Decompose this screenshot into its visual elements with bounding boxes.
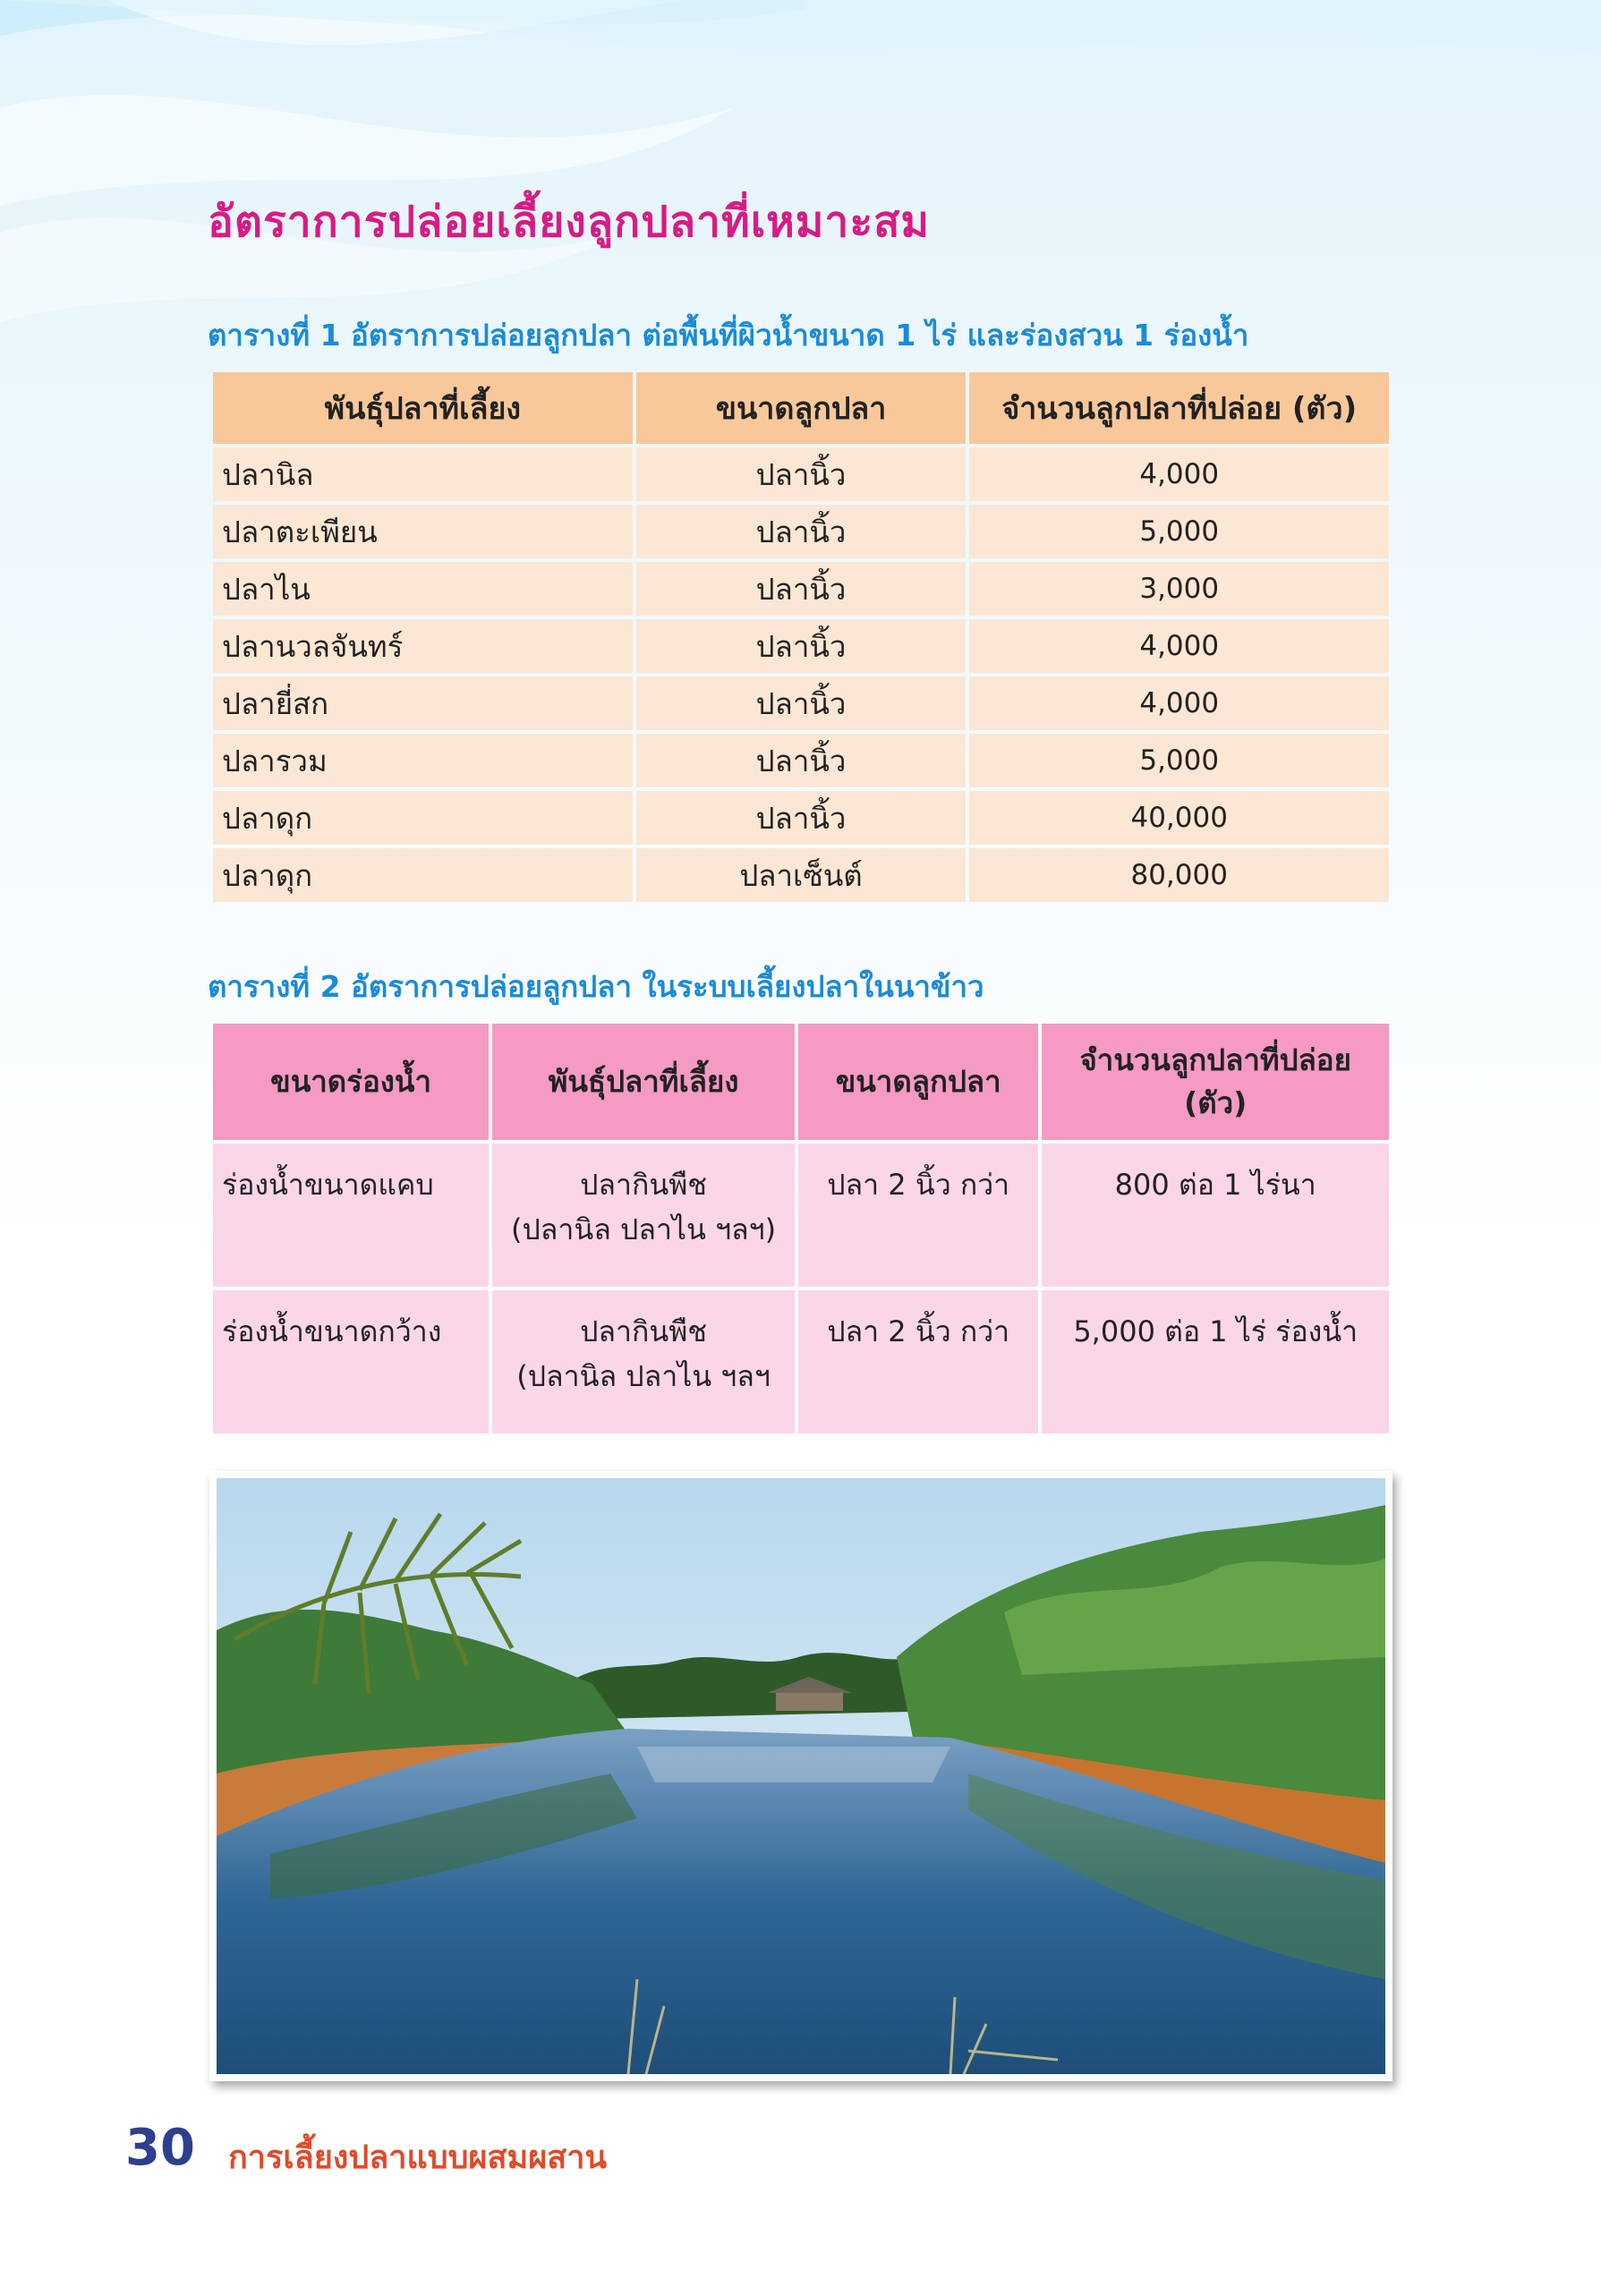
cell-species: ปลาดุก [213, 848, 633, 902]
cell-count: 5,000 ต่อ 1 ไร่ ร่องน้ำ [1042, 1290, 1389, 1433]
table2-caption: ตารางที่ 2 อัตราการปล่อยลูกปลา ในระบบเลี้ยงปลาในนาข้าว [208, 969, 984, 1004]
cell-channel-size: ร่องน้ำขนาดกว้าง [213, 1290, 489, 1433]
table-row [213, 848, 1389, 902]
cell-fry-size: ปลานิ้ว [636, 619, 967, 673]
cell-species: ปลานิล [213, 447, 633, 501]
cell-count: 5,000 [969, 734, 1389, 787]
table-row [213, 562, 1389, 616]
cell-species: ปลาตะเพียน [213, 505, 633, 558]
cell-species: ปลารวม [213, 734, 633, 787]
header-count-line2: (ตัว) [1184, 1085, 1248, 1120]
cell-count: 40,000 [969, 791, 1389, 845]
page-title: อัตราการปล่อยเลี้ยงลูกปลาที่เหมาะสม [208, 197, 931, 247]
table1-stocking-rate [209, 369, 1392, 906]
table-row [213, 1290, 1389, 1433]
table-row [213, 505, 1389, 558]
cell-fry-size: ปลาเซ็นต์ [636, 848, 967, 902]
footer-book-title: การเลี้ยงปลาแบบผสมผสาน [228, 2139, 608, 2176]
table-header-row [213, 372, 1389, 444]
table-row [213, 447, 1389, 501]
table1-caption: ตารางที่ 1 อัตราการปล่อยลูกปลา ต่อพื้นที่ผิวน้ำขนาด 1 ไร่ และร่องสวน 1 ร่องน้ำ [208, 318, 1249, 353]
cell-fry-size: ปลานิ้ว [636, 562, 967, 616]
cell-fry-size: ปลานิ้ว [636, 676, 967, 730]
cell-fry-size: ปลานิ้ว [636, 791, 967, 845]
cell-count: 4,000 [969, 447, 1389, 501]
table2-rice-field-stocking [209, 1020, 1392, 1437]
cell-fry-size: ปลา 2 นิ้ว กว่า [798, 1144, 1039, 1287]
header-count [1042, 1024, 1389, 1140]
cell-count: 3,000 [969, 562, 1389, 616]
cell-species-line1: ปลากินพืช [580, 1314, 708, 1348]
cell-fry-size: ปลานิ้ว [636, 505, 967, 558]
cell-fry-size: ปลานิ้ว [636, 734, 967, 787]
cell-fry-size: ปลานิ้ว [636, 447, 967, 501]
header-channel-size: ขนาดร่องน้ำ [213, 1024, 489, 1140]
table-row [213, 791, 1389, 845]
pond-photo-frame [209, 1471, 1392, 2081]
table-header-row [213, 1024, 1389, 1140]
header-count-line1: จำนวนลูกปลาที่ปล่อย [1079, 1042, 1351, 1078]
header-fry-size: ขนาดลูกปลา [636, 372, 967, 444]
header-species: พันธุ์ปลาที่เลี้ยง [492, 1024, 795, 1140]
table-row [213, 1144, 1389, 1287]
cell-species: ปลานวลจันทร์ [213, 619, 633, 673]
cell-species-line1: ปลากินพืช [580, 1168, 708, 1202]
pond-photo [217, 1478, 1385, 2074]
page-number: 30 [125, 2119, 195, 2177]
header-fry-size: ขนาดลูกปลา [798, 1024, 1039, 1140]
cell-count: 80,000 [969, 848, 1389, 902]
cell-species: ปลาดุก [213, 791, 633, 845]
cell-channel-size: ร่องน้ำขนาดแคบ [213, 1144, 489, 1287]
cell-count: 800 ต่อ 1 ไร่นา [1042, 1144, 1389, 1287]
cell-species [492, 1290, 795, 1433]
table-row [213, 676, 1389, 730]
cell-species [492, 1144, 795, 1287]
cell-species: ปลาไน [213, 562, 633, 616]
cell-count: 4,000 [969, 619, 1389, 673]
table-row [213, 619, 1389, 673]
cell-species-line2: (ปลานิล ปลาไน ฯลฯ [516, 1358, 771, 1393]
cell-count: 5,000 [969, 505, 1389, 558]
header-species: พันธุ์ปลาที่เลี้ยง [213, 372, 633, 444]
cell-count: 4,000 [969, 676, 1389, 730]
cell-fry-size: ปลา 2 นิ้ว กว่า [798, 1290, 1039, 1433]
cell-species: ปลายี่สก [213, 676, 633, 730]
table-row [213, 734, 1389, 787]
header-count: จำนวนลูกปลาที่ปล่อย (ตัว) [969, 372, 1389, 444]
cell-species-line2: (ปลานิล ปลาไน ฯลฯ) [511, 1212, 777, 1246]
